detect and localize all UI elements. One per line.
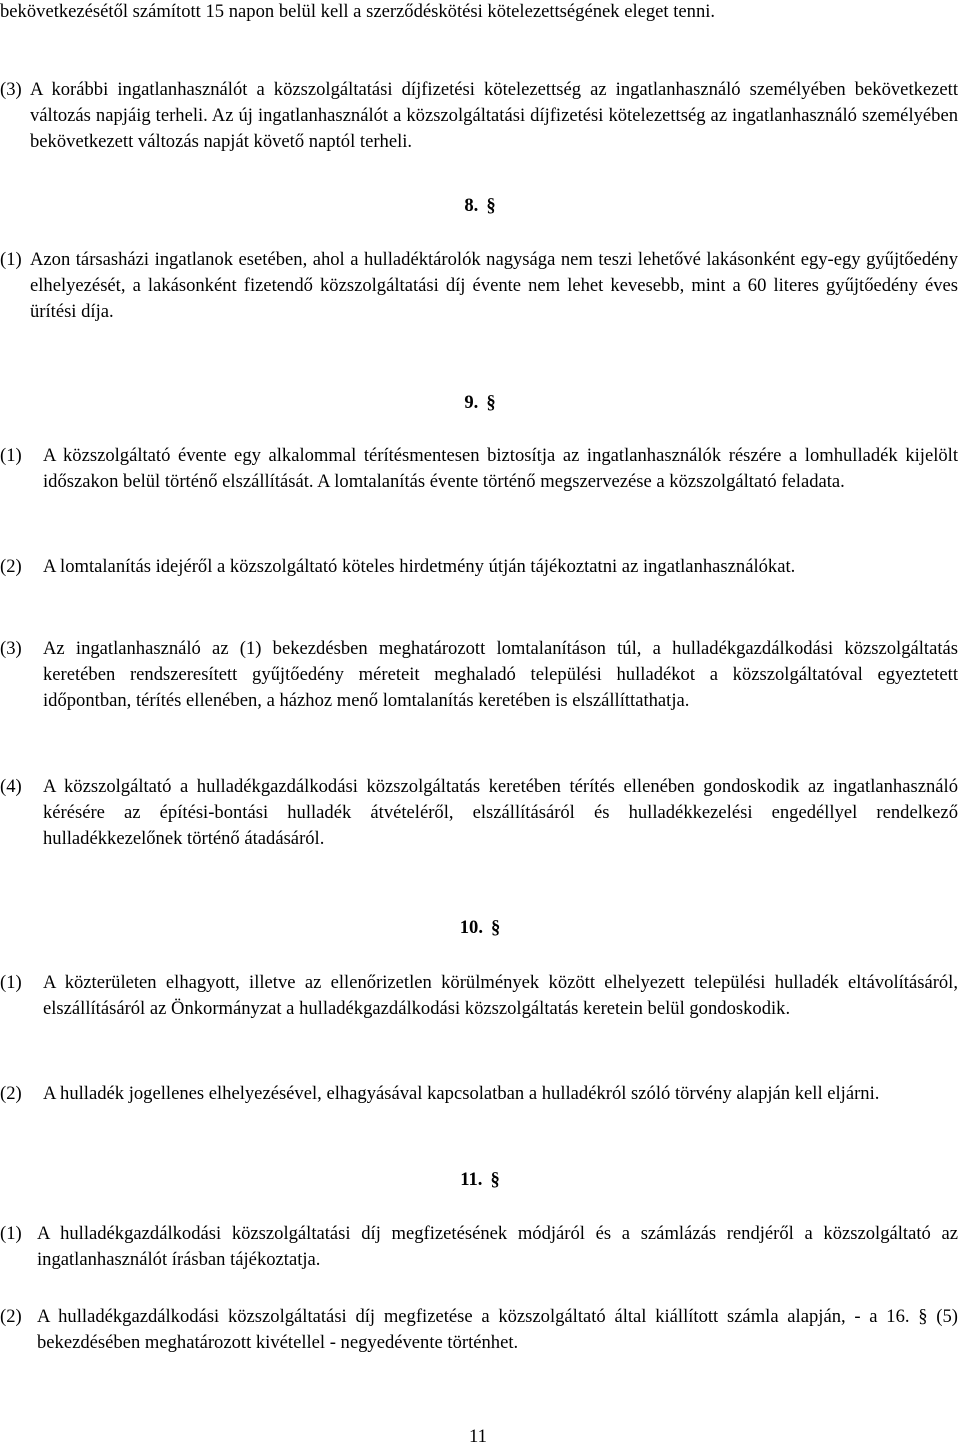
paragraph-number: (3) xyxy=(0,638,22,659)
section-sign: § xyxy=(490,1169,500,1190)
section-heading-11 xyxy=(0,1167,960,1193)
paragraph-text: A hulladékgazdálkodási közszolgáltatási díj megfizetése a közszolgáltató által kiállított számla alapján, - a 16. § (5) bekezdésében meghatározott kivétellel - negyedévente történhet. xyxy=(37,1306,958,1353)
paragraph-text: A közterületen elhagyott, illetve az ellenőrizetlen körülmények között elhelyezett települési hulladék eltávolításáról, elszállításáról az Önkormányzat a hulladékgazdálkodási közszolgáltatás keretein belül gondoskodik. xyxy=(43,972,958,1019)
section-number: 11. xyxy=(460,1169,483,1190)
paragraph-number: (1) xyxy=(0,1223,22,1244)
paragraph-text: A közszolgáltató a hulladékgazdálkodási közszolgáltatás keretében térítés ellenében gondoskodik az ingatlanhasználó kérésére az építési-bontási hulladék átvételéről, elszállításáról és hulladékkezelési engedéllyel rendelkező hulladékkezelőnek történő átadásáról. xyxy=(43,776,958,849)
section-number: 8. xyxy=(464,195,479,216)
paragraph-text: Azon társasházi ingatlanok esetében, ahol a hulladéktárolók nagysága nem teszi lehetővé lakásonként egy-egy gyűjtőedény elhelyezését, a lakásonként fizetendő közszolgáltatási díj évente nem lehet kevesebb, mint a 60 literes gyűjtőedény éves ürítési díja. xyxy=(30,249,958,322)
paragraph-10-2 xyxy=(0,1081,958,1107)
paragraph-number: (1) xyxy=(0,445,22,466)
paragraph-number: (2) xyxy=(0,1306,22,1327)
paragraph-10-1 xyxy=(0,970,958,1022)
page-number: 11 xyxy=(469,1426,487,1447)
section-number: 9. xyxy=(464,392,479,413)
paragraph-text: Az ingatlanhasználó az (1) bekezdésben meghatározott lomtalanításon túl, a hulladékgazdálkodási közszolgáltatás keretében rendszeresített gyűjtőedény méreteit meghaladó települési hulladékot a közszolgáltatóval egyeztetett időpontban, térítés ellenében, a házhoz menő lomtalanítás keretében is elszállíttathatja. xyxy=(43,638,958,711)
paragraph-9-4 xyxy=(0,774,958,852)
section-heading-10 xyxy=(0,915,960,941)
section-heading-8 xyxy=(0,193,960,219)
paragraph-11-2 xyxy=(0,1304,958,1356)
paragraph-text: A korábbi ingatlanhasználót a közszolgáltatási díjfizetési kötelezettség az ingatlanhasználó személyében bekövetkezett változás napjáig terheli. Az új ingatlanhasználót a közszolgáltatási díjfizetési kötelezettség az ingatlanhasználó személyében bekövetkezett változás napját követő naptól terheli. xyxy=(30,79,958,152)
paragraph-9-2 xyxy=(0,554,958,580)
paragraph-number: (2) xyxy=(0,556,22,577)
paragraph-number: (2) xyxy=(0,1083,22,1104)
continuation-text: bekövetkezésétől számított 15 napon belül kell a szerződéskötési kötelezettségének eleget tenni. xyxy=(0,1,716,22)
paragraph-number: (1) xyxy=(0,249,22,270)
paragraph-text: A hulladék jogellenes elhelyezésével, elhagyásával kapcsolatban a hulladékról szóló törvény alapján kell eljárni. xyxy=(43,1083,880,1104)
section-sign: § xyxy=(490,917,501,938)
paragraph-number: (1) xyxy=(0,972,22,993)
paragraph-text: A hulladékgazdálkodási közszolgáltatási díj megfizetésének módjáról és a számlázás rendjéről a közszolgáltató az ingatlanhasználót írásban tájékoztatja. xyxy=(37,1223,958,1270)
paragraph-text: A lomtalanítás idejéről a közszolgáltató köteles hirdetmény útján tájékoztatni az ingatlanhasználókat. xyxy=(43,556,796,577)
paragraph-text: A közszolgáltató évente egy alkalommal térítésmentesen biztosítja az ingatlanhasználók részére a lomhulladék kijelölt időszakon belül történő elszállítását. A lomtalanítás évente történő megszervezése a közszolgáltató feladata. xyxy=(43,445,958,492)
section-heading-9 xyxy=(0,390,960,416)
paragraph-7-3 xyxy=(0,77,958,155)
section-sign: § xyxy=(486,392,496,413)
paragraph-number: (3) xyxy=(0,79,22,100)
section-sign: § xyxy=(486,195,496,216)
section-number: 10. xyxy=(459,917,483,938)
paragraph-9-3 xyxy=(0,636,958,714)
paragraph-9-1 xyxy=(0,443,958,495)
paragraph-number: (4) xyxy=(0,776,22,797)
paragraph-8-1 xyxy=(0,247,958,325)
paragraph-11-1 xyxy=(0,1221,958,1273)
